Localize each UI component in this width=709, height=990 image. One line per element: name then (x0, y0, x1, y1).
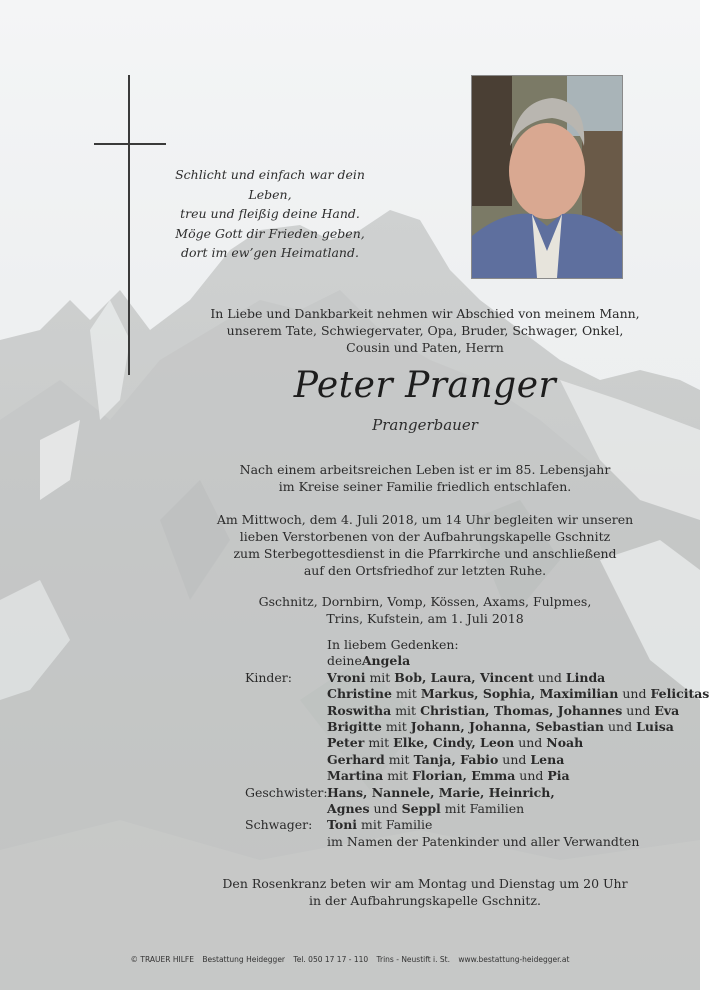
geschwister-row: Geschwister: Hans, Nannele, Marie, Heinrich, (245, 784, 555, 800)
deceased-name: Peter Pranger (293, 365, 557, 406)
poem: Schlicht und einfach war dein Leben, treu und fleißig deine Hand. Möge Gott dir Frieden geben, dort im ew’gen Heimatland. (175, 167, 365, 260)
schwager-row: Schwager: Toni mit Familie (245, 817, 433, 833)
funeral-info: Am Mittwoch, dem 4. Juli 2018, um 14 Uhr begleiten wir unseren lieben Verstorbenen von der Aufbahrungskapelle Gschnitz zum Sterbegottesdienst in die Pfarrkirche und anschließend auf den Ortsfriedhof zur letzten Ruhe. (216, 512, 634, 578)
mourners-list: In liebem Gedenken: deine Angela Kinder: Vroni mit Bob, Laura, Vincent und Linda Christine mit Markus, Sophia, Maximilian und Felicitas Roswitha mit Christian, Thomas, Johannes und Eva Brigitte mit Johann, Johanna, Sebastian und Luisa Peter mit Elke, Cindy, Leon und Noah Gerhard mit Tanja, Fabio und Lena Martina mit Florian, Emma und Pia Geschwister: Hans, Nannele, Marie, Heinrich, Agnes und Seppl mit Familien Schwager: Toni mit Familie im Namen der Patenkinder und aller Verwandten (245, 637, 709, 849)
footer-company: Bestattung Heidegger (202, 955, 286, 964)
footer-brand: © TRAUER HILFE (130, 955, 194, 964)
footer (0, 955, 700, 964)
portrait-photo (471, 75, 623, 279)
intro-text: In Liebe und Dankbarkeit nehmen wir Abschied von meinem Mann, unserem Tate, Schwiegervater, Opa, Bruder, Schwager, Onkel, Cousin und Paten, Herrn (210, 306, 640, 355)
rosary-info: Den Rosenkranz beten wir am Montag und Dienstag um 20 Uhr in der Aufbahrungskapelle Gschnitz. (222, 876, 628, 908)
footer-phone: Tel. 050 17 17 - 110 (293, 955, 369, 964)
death-notice: Nach einem arbeitsreichen Leben ist er im 85. Lebensjahr im Kreise seiner Familie friedlich entschlafen. (239, 462, 611, 494)
footer-web[interactable]: www.bestattung-heidegger.at (458, 955, 570, 964)
place-date: Gschnitz, Dornbirn, Vomp, Kössen, Axams, Fulpmes, Trins, Kufstein, am 1. Juli 2018 (258, 594, 592, 626)
deceased-nickname: Prangerbauer (372, 416, 478, 434)
kinder-row: Kinder: Vroni mit Bob, Laura, Vincent und Linda (245, 669, 606, 685)
footer-address: Trins - Neustift i. St. (376, 955, 450, 964)
